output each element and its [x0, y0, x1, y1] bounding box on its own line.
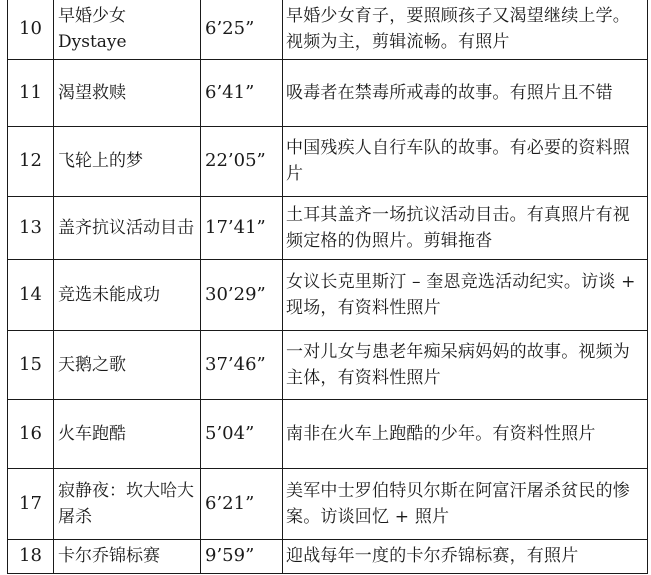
table-row [8, 196, 648, 259]
film-duration: 5’04” [201, 399, 283, 468]
film-title-en: Dystaye [58, 32, 127, 53]
table-row [8, 59, 648, 126]
row-number: 16 [8, 399, 54, 468]
film-title: 竞选未能成功 [54, 259, 201, 330]
table-row [8, 0, 648, 59]
film-description: 一对儿女与患老年痴呆病妈妈的故事。视频为主体，有资料性照片 [283, 330, 648, 399]
row-number: 12 [8, 126, 54, 196]
film-title: 天鹅之歌 [54, 330, 201, 399]
film-duration: 37’46” [201, 330, 283, 399]
film-description: 土耳其盖齐一场抗议活动目击。有真照片有视频定格的伪照片。剪辑拖沓 [283, 196, 648, 259]
film-description: 美军中士罗伯特贝尔斯在阿富汗屠杀贫民的惨案。访谈回忆 + 照片 [283, 468, 648, 539]
film-description: 南非在火车上跑酷的少年。有资料性照片 [283, 399, 648, 468]
film-title: 飞轮上的梦 [54, 126, 201, 196]
row-number: 15 [8, 330, 54, 399]
table-row [8, 259, 648, 330]
table-row [8, 468, 648, 539]
film-description: 迎战每年一度的卡尔乔锦标赛，有照片 [283, 539, 648, 573]
table-row [8, 399, 648, 468]
table-row [8, 539, 648, 573]
film-title: 盖齐抗议活动目击 [54, 196, 201, 259]
film-description: 吸毒者在禁毒所戒毒的故事。有照片且不错 [283, 59, 648, 126]
row-number: 13 [8, 196, 54, 259]
film-description: 中国残疾人自行车队的故事。有必要的资料照片 [283, 126, 648, 196]
film-title: 寂静夜：坎大哈大屠杀 [54, 468, 201, 539]
film-description: 早婚少女育子，要照顾孩子又渴望继续上学。视频为主，剪辑流畅。有照片 [283, 0, 648, 59]
row-number: 14 [8, 259, 54, 330]
row-number: 10 [8, 0, 54, 59]
film-description: 女议长克里斯汀 – 奎恩竞选活动纪实。访谈 + 现场，有资料性照片 [283, 259, 648, 330]
row-number: 11 [8, 59, 54, 126]
film-title: 渴望救赎 [54, 59, 201, 126]
row-number: 17 [8, 468, 54, 539]
film-title: 卡尔乔锦标赛 [54, 539, 201, 573]
film-duration: 30’29” [201, 259, 283, 330]
film-table [7, 0, 648, 574]
film-duration: 6’25” [201, 0, 283, 59]
film-title: 火车跑酷 [54, 399, 201, 468]
table-row [8, 330, 648, 399]
film-duration: 9’59” [201, 539, 283, 573]
film-title-cn: 早婚少女 [58, 6, 126, 27]
row-number: 18 [8, 539, 54, 573]
film-duration: 22’05” [201, 126, 283, 196]
film-title [54, 0, 201, 59]
table-row [8, 126, 648, 196]
film-duration: 6’41” [201, 59, 283, 126]
film-duration: 6’21” [201, 468, 283, 539]
film-duration: 17’41” [201, 196, 283, 259]
